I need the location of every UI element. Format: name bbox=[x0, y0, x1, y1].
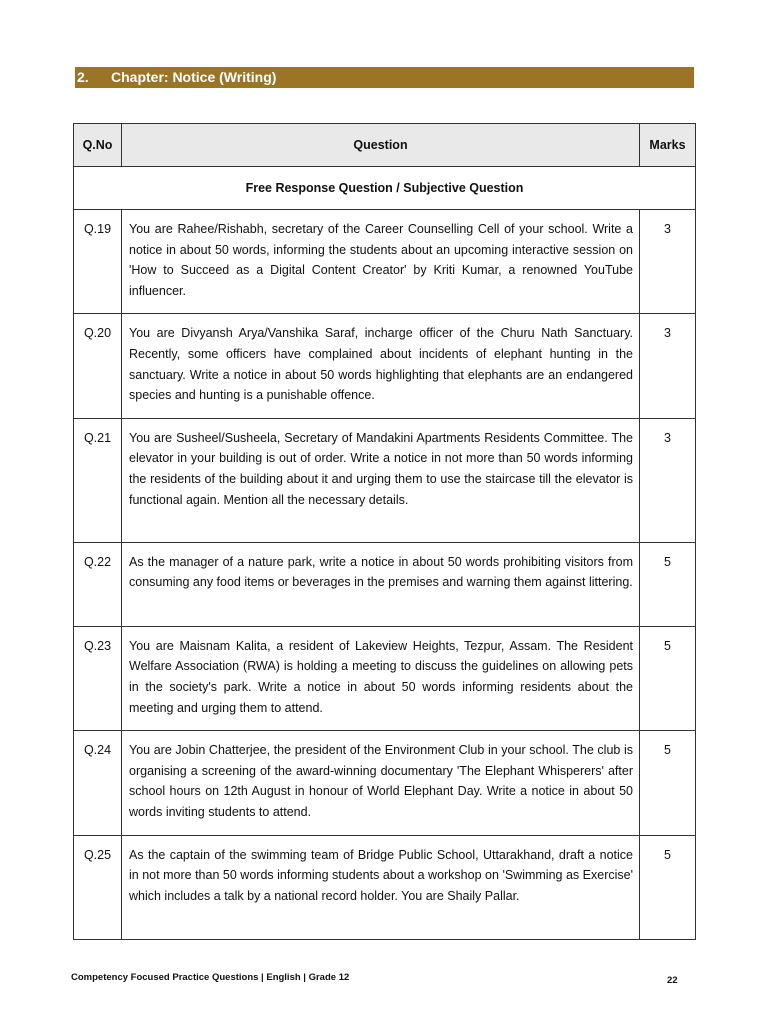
question-marks: 3 bbox=[640, 210, 696, 314]
question-number: Q.24 bbox=[74, 731, 122, 835]
question-marks: 3 bbox=[640, 314, 696, 418]
section-label: Free Response Question / Subjective Question bbox=[74, 167, 696, 210]
table-row bbox=[74, 314, 696, 418]
question-text: You are Jobin Chatterjee, the president of the Environment Club in your school. The club is organising a screening of the award-winning documentary 'The Elephant Whisperers' after school hours on 12th August in honour of World Elephant Day. Write a notice in about 50 words inviting students to attend. bbox=[122, 731, 640, 835]
question-marks: 5 bbox=[640, 542, 696, 626]
question-text: As the captain of the swimming team of Bridge Public School, Uttarakhand, draft a notice in not more than 50 words informing students about a workshop on 'Swimming as Exercise' which includes a talk by a national record holder. You are Shaily Pallar. bbox=[122, 835, 640, 939]
question-marks: 5 bbox=[640, 626, 696, 730]
table-row bbox=[74, 731, 696, 835]
question-text: You are Susheel/Susheela, Secretary of Mandakini Apartments Residents Committee. The elevator in your building is out of order. Write a notice in not more than 50 words informing the residents of the building about it and urging them to use the staircase till the elevator is functional again. Mention all the necessary details. bbox=[122, 418, 640, 542]
table-row bbox=[74, 542, 696, 626]
header-marks: Marks bbox=[640, 124, 696, 167]
questions-table bbox=[73, 123, 696, 940]
table-row bbox=[74, 210, 696, 314]
question-number: Q.20 bbox=[74, 314, 122, 418]
page-number: 22 bbox=[667, 975, 678, 986]
section-row bbox=[74, 167, 696, 210]
footer-text: Competency Focused Practice Questions | English | Grade 12 bbox=[71, 972, 350, 983]
question-marks: 5 bbox=[640, 835, 696, 939]
header-qno: Q.No bbox=[74, 124, 122, 167]
table-row bbox=[74, 418, 696, 542]
header-question: Question bbox=[122, 124, 640, 167]
question-text: You are Maisnam Kalita, a resident of Lakeview Heights, Tezpur, Assam. The Resident Welfare Association (RWA) is holding a meeting to discuss the guidelines on allowing pets in the society's park. Write a notice in about 50 words informing residents about the meeting and urging them to attend. bbox=[122, 626, 640, 730]
question-number: Q.22 bbox=[74, 542, 122, 626]
table-header-row bbox=[74, 124, 696, 167]
table-row bbox=[74, 835, 696, 939]
question-text: You are Rahee/Rishabh, secretary of the Career Counselling Cell of your school. Write a notice in about 50 words, informing the students about an upcoming interactive session on 'How to Succeed as a Digital Content Creator' by Kriti Kumar, a renowned YouTube influencer. bbox=[122, 210, 640, 314]
question-marks: 3 bbox=[640, 418, 696, 542]
chapter-number: 2. bbox=[77, 69, 89, 85]
question-number: Q.21 bbox=[74, 418, 122, 542]
question-number: Q.25 bbox=[74, 835, 122, 939]
question-marks: 5 bbox=[640, 731, 696, 835]
question-number: Q.19 bbox=[74, 210, 122, 314]
chapter-heading bbox=[75, 67, 694, 88]
question-text: As the manager of a nature park, write a notice in about 50 words prohibiting visitors from consuming any food items or beverages in the premises and warning them against littering. bbox=[122, 542, 640, 626]
chapter-title: Chapter: Notice (Writing) bbox=[111, 69, 277, 85]
table-row bbox=[74, 626, 696, 730]
question-text: You are Divyansh Arya/Vanshika Saraf, incharge officer of the Churu Nath Sanctuary. Recently, some officers have complained about incidents of elephant hunting in the sanctuary. Write a notice in about 50 words highlighting that elephants are an endangered species and hunting is a punishable offence. bbox=[122, 314, 640, 418]
question-number: Q.23 bbox=[74, 626, 122, 730]
